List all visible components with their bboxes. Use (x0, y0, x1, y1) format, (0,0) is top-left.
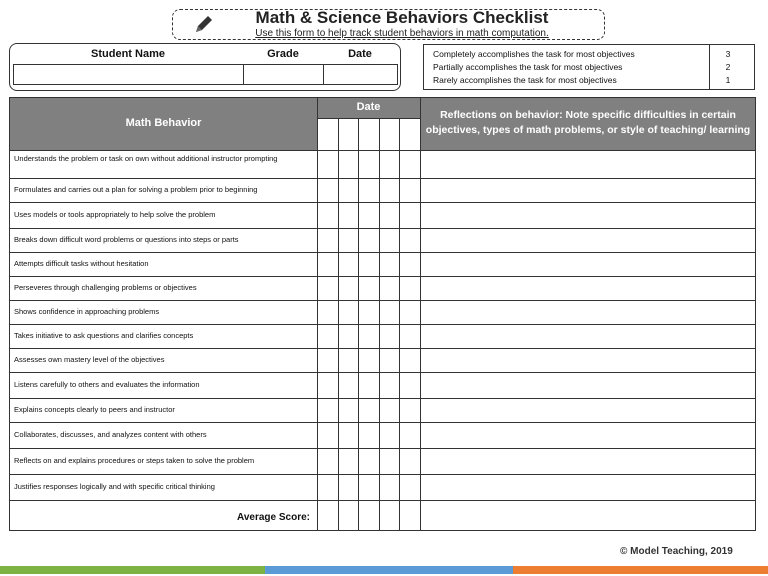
behavior-row-label: Shows confidence in approaching problems (14, 307, 160, 316)
behavior-row-label: Takes initiative to ask questions and clarifies concepts (14, 331, 194, 340)
row-divider (10, 500, 755, 501)
row-divider (10, 372, 755, 373)
date-column-divider (399, 118, 400, 531)
column-divider (420, 98, 421, 531)
behavior-row-label: Formulates and carries out a plan for solving a problem prior to beginning (14, 185, 258, 194)
grade-label: Grade (267, 48, 299, 60)
row-divider (10, 398, 755, 399)
copyright: © Model Teaching, 2019 (620, 546, 733, 557)
scale-score: 1 (725, 75, 731, 85)
behavior-row-label: Breaks down difficult word problems or questions into steps or parts (14, 235, 239, 244)
behavior-row-label: Perseveres through challenging problems or objectives (14, 283, 197, 292)
behavior-row-label: Justifies responses logically and with specific critical thinking (14, 482, 215, 491)
date-column-divider (358, 118, 359, 531)
row-divider (10, 422, 755, 423)
header-divider (10, 150, 755, 151)
row-divider (10, 202, 755, 203)
date-column-divider (379, 118, 380, 531)
behavior-row-label: Uses models or tools appropriately to help solve the problem (14, 210, 216, 219)
behavior-row-label: Collaborates, discusses, and analyzes content with others (14, 430, 207, 439)
average-score-label: Average Score: (237, 512, 310, 523)
scale-description: Rarely accomplishes the task for most objectives (433, 75, 617, 85)
scale-score: 3 (725, 49, 731, 59)
behavior-row-label: Understands the problem or task on own without additional instructor prompting (14, 154, 278, 163)
page-subtitle: Use this form to help track student behaviors in math computation. (255, 28, 549, 39)
footer-bar (265, 566, 513, 574)
scale-score: 2 (725, 62, 731, 72)
grade-field[interactable] (243, 64, 324, 85)
row-divider (10, 276, 755, 277)
row-divider (10, 474, 755, 475)
scale-divider (709, 44, 710, 90)
date-column-header: Date (356, 101, 381, 113)
row-divider (10, 252, 755, 253)
behavior-row-label: Explains concepts clearly to peers and instructor (14, 405, 175, 414)
date-field[interactable] (323, 64, 398, 85)
math-behavior-header: Math Behavior (125, 117, 202, 129)
row-divider (10, 228, 755, 229)
behavior-row-label: Listens carefully to others and evaluates the information (14, 380, 200, 389)
behavior-row-label: Assesses own mastery level of the objectives (14, 355, 165, 364)
footer-bar (0, 566, 265, 574)
student-name-label: Student Name (91, 48, 165, 60)
date-label: Date (348, 48, 372, 60)
row-divider (10, 178, 755, 179)
student-name-field[interactable] (13, 64, 244, 85)
behavior-row-label: Reflects on and explains procedures or steps taken to solve the problem (14, 456, 255, 465)
behavior-row-label: Attempts difficult tasks without hesitation (14, 259, 149, 268)
date-column-divider (338, 118, 339, 531)
reflections-header: Reflections on behavior: Note specific difficulties in certain objectives, types of math problems, or style of teaching/ learning (425, 109, 751, 136)
row-divider (10, 324, 755, 325)
row-divider (10, 348, 755, 349)
scale-description: Partially accomplishes the task for most objectives (433, 62, 623, 72)
row-divider (10, 300, 755, 301)
row-divider (10, 448, 755, 449)
date-header-divider (317, 118, 420, 119)
scale-description: Completely accomplishes the task for most objectives (433, 49, 635, 59)
footer-bar (513, 566, 768, 574)
page-title: Math & Science Behaviors Checklist (255, 8, 549, 27)
column-divider (317, 98, 318, 531)
